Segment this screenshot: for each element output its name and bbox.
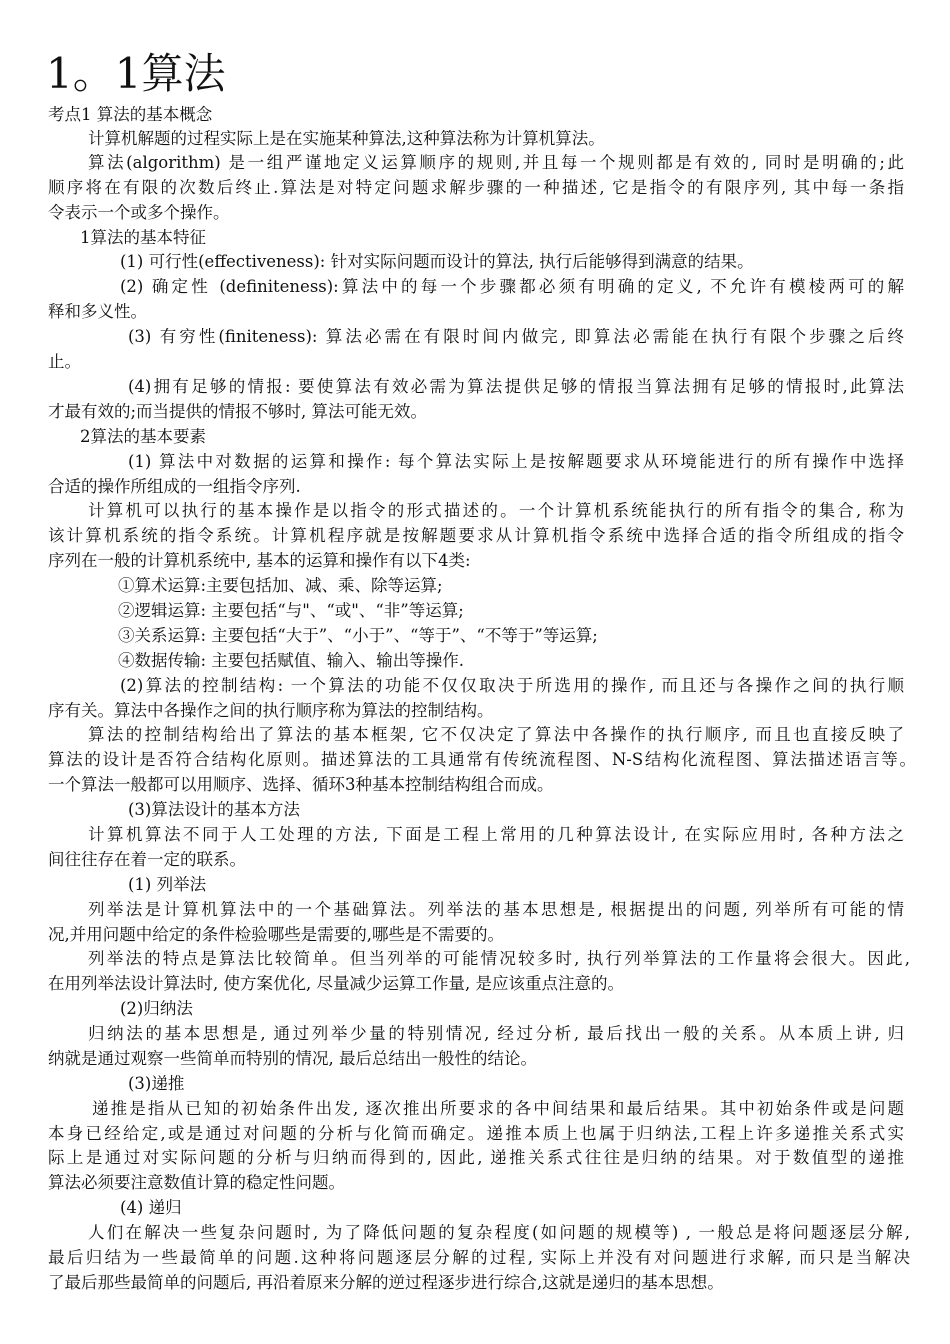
paragraph-line: 在用列举法设计算法时, 使方案优化, 尽量减少运算工作量, 是应该重点注意的。 (48, 974, 624, 993)
paragraph-line: 令表示一个或多个操作。 (48, 203, 230, 222)
paragraph-line: 止。 (48, 352, 81, 371)
paragraph-line: 递推是指从已知的初始条件出发, 逐次推出所要求的各中间结果和最后结果。其中初始条件或是问题 (92, 1099, 904, 1118)
paragraph-line: 人们在解决一些复杂问题时, 为了降低问题的复杂程度(如问题的规模等) , 一般总是将问题逐层分解, (88, 1223, 910, 1242)
paragraph-line: 才最有效的;而当提供的情报不够时, 算法可能无效。 (48, 402, 428, 421)
paragraph-line: 间往往存在着一定的联系。 (48, 850, 246, 869)
paragraph-line: 列举法是计算机算法中的一个基础算法。列举法的基本思想是, 根据提出的问题, 列举所有可能的情 (88, 900, 904, 919)
subsection-heading: (1) 列举法 (128, 875, 207, 894)
paragraph-line: 序有关。算法中各操作之间的执行顺序称为算法的控制结构。 (48, 701, 494, 720)
paragraph-line: 合适的操作所组成的一组指令序列. (48, 477, 301, 496)
paragraph-line: (3) 有穷性(finiteness): 算法必需在有限时间内做完, 即算法必需能在执行有限个步骤之后终 (128, 327, 904, 346)
list-item: ②逻辑运算: 主要包括“与"、“或"、“非”等运算; (118, 601, 464, 620)
paragraph-line: 一个算法一般都可以用顺序、选择、循环3种基本控制结构组合而成。 (48, 775, 554, 794)
paragraph-line: 本身已经给定,或是通过对问题的分析与化简而确定。递推本质上也属于归纳法,工程上许多递推关系式实 (48, 1124, 904, 1143)
paragraph-line: 况,并用问题中给定的条件检验哪些是需要的,哪些是不需要的。 (48, 925, 504, 944)
subsection-heading: 1算法的基本特征 (80, 228, 206, 247)
paragraph-line: 算法(algorithm) 是一组严谨地定义运算顺序的规则,并且每一个规则都是有效的, 同时是明确的;此 (88, 153, 904, 172)
paragraph-line: 了最后那些最简单的问题后, 再沿着原来分解的逆过程逐步进行综合,这就是递归的基本思想。 (48, 1273, 724, 1292)
page-title: 1。1算法 (46, 49, 226, 98)
paragraph-line: (2)算法的控制结构: 一个算法的功能不仅仅取决于所选用的操作, 而且还与各操作之间的执行顺 (120, 676, 904, 695)
list-item: ④数据传输: 主要包括赋值、输入、输出等操作. (118, 651, 465, 670)
paragraph-line: 顺序将在有限的次数后终止.算法是对特定问题求解步骤的一种描述, 它是指令的有限序列, 其中每一条指 (48, 178, 904, 197)
subsection-heading: (3)递推 (128, 1074, 185, 1093)
paragraph-line: 计算机解题的过程实际上是在实施某种算法,这种算法称为计算机算法。 (88, 129, 605, 148)
list-item: ①算术运算:主要包括加、减、乘、除等运算; (118, 576, 443, 595)
paragraph-line: 列举法的特点是算法比较简单。但当列举的可能情况较多时, 执行列举算法的工作量将会很大。因此, (88, 949, 910, 968)
paragraph-line: 释和多义性。 (48, 302, 147, 321)
paragraph-line: 序列在一般的计算机系统中, 基本的运算和操作有以下4类: (48, 551, 471, 570)
list-item: ③关系运算: 主要包括“大于”、“小于”、“等于”、“不等于”等运算; (118, 626, 598, 645)
subsection-heading: (3)算法设计的基本方法 (128, 800, 300, 819)
paragraph-line: 计算机可以执行的基本操作是以指令的形式描述的。一个计算机系统能执行的所有指令的集合, 称为 (88, 501, 904, 520)
paragraph-line: 算法的控制结构给出了算法的基本框架, 它不仅决定了算法中各操作的执行顺序, 而且也直接反映了 (88, 725, 904, 744)
paragraph-line: 算法的设计是否符合结构化原则。描述算法的工具通常有传统流程图、N-S结构化流程图、算法描述语言等。 (48, 750, 916, 769)
section-heading: 考点1 算法的基本概念 (48, 105, 213, 124)
paragraph-line: 归纳法的基本思想是, 通过列举少量的特别情况, 经过分析, 最后找出一般的关系。从本质上讲, 归 (88, 1024, 904, 1043)
paragraph-line: (4)拥有足够的情报: 要使算法有效必需为算法提供足够的情报当算法拥有足够的情报时,此算法 (128, 377, 904, 396)
paragraph-line: 纳就是通过观察一些简单而特别的情况, 最后总结出一般性的结论。 (48, 1049, 537, 1068)
paragraph-line: (1) 算法中对数据的运算和操作: 每个算法实际上是按解题要求从环境能进行的所有操作中选择 (128, 452, 904, 471)
paragraph-line: 计算机算法不同于人工处理的方法, 下面是工程上常用的几种算法设计, 在实际应用时, 各种方法之 (88, 825, 904, 844)
subsection-heading: (4) 递归 (120, 1198, 182, 1217)
subsection-heading: (2)归纳法 (120, 999, 193, 1018)
subsection-heading: 2算法的基本要素 (80, 427, 206, 446)
paragraph-line: 际上是通过对实际问题的分析与归纳而得到的, 因此, 递推关系式往往是归纳的结果。对于数值型的递推 (48, 1148, 904, 1167)
paragraph-line: 该计算机系统的指令系统。计算机程序就是按解题要求从计算机指令系统中选择合适的指令所组成的指令 (48, 526, 904, 545)
paragraph-line: (1) 可行性(effectiveness): 针对实际问题而设计的算法, 执行后能够得到满意的结果。 (120, 252, 754, 271)
paragraph-line: 算法必须要注意数值计算的稳定性问题。 (48, 1173, 345, 1192)
paragraph-line: 最后归结为一些最简单的问题.这种将问题逐层分解的过程, 实际上并没有对问题进行求解, 而只是当解决 (48, 1248, 910, 1267)
paragraph-line: (2) 确定性 (definiteness):算法中的每一个步骤都必须有明确的定义, 不允许有模棱两可的解 (120, 277, 904, 296)
